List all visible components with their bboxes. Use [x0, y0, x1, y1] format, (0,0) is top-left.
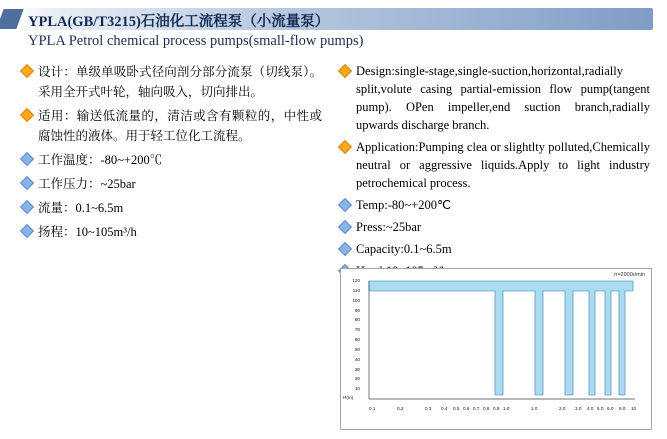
left-item-text: 适用：输送低流量的，清洁或含有颗粒的，中性或腐蚀性的液体。用于轻工位化工流程。 — [38, 109, 322, 143]
chart-x-tick: 0.6 — [463, 406, 470, 411]
chart-x-tick: 6.0 — [607, 406, 614, 411]
right-item-text: Temp:-80~+200℃ — [356, 198, 452, 212]
chart-y-tick: 70 — [354, 327, 360, 333]
diamond-bullet-icon — [20, 176, 34, 190]
diamond-bullet-icon — [20, 224, 34, 238]
chart-x-tick: 5.0 — [597, 406, 604, 411]
chart-x-tick: 0.7 — [473, 406, 480, 411]
chart-x-tick: 0.5 — [453, 406, 460, 411]
chart-x-tick: 2.0 — [559, 406, 566, 411]
chart-y-axis-label: H(m) — [343, 395, 354, 400]
left-spec-column — [22, 62, 322, 246]
list-item — [340, 62, 650, 134]
chart-x-tick: 0.9 — [493, 406, 500, 411]
list-item — [22, 198, 322, 218]
left-item-text: 扬程：10~105m³/h — [38, 225, 137, 239]
diamond-bullet-icon — [338, 198, 352, 212]
list-item — [340, 138, 650, 192]
chart-y-tick: 90 — [354, 307, 360, 313]
chart-y-tick: 80 — [354, 317, 360, 323]
left-item-text: 工作压力：~25bar — [38, 177, 136, 191]
diamond-bullet-icon — [338, 64, 352, 78]
right-item-text: Application:Pumping clea or slightlty polluted,Chemically neutral or aggressive liquids.Apply to light industry petrochemical process. — [356, 140, 650, 190]
right-item-text: Press:~25bar — [356, 220, 422, 234]
chart-x-tick: 1.0 — [503, 406, 510, 411]
chart-x-tick: 0.3 — [425, 406, 432, 411]
list-item — [22, 106, 322, 146]
right-item-text: Capacity:0.1~6.5m — [356, 242, 452, 256]
chart-x-tick: 3.0 — [575, 406, 582, 411]
chart-y-tick: 50 — [354, 346, 360, 352]
performance-chart — [340, 268, 652, 430]
page-title-en: YPLA Petrol chemical process pumps(small-flow pumps) — [28, 33, 364, 49]
chart-x-tick: 8.0 — [619, 406, 626, 411]
right-spec-column — [340, 62, 650, 284]
diamond-bullet-icon — [338, 242, 352, 256]
diamond-bullet-icon — [20, 200, 34, 214]
diamond-bullet-icon — [338, 220, 352, 234]
list-item — [340, 240, 650, 258]
list-item — [340, 218, 650, 236]
chart-y-tick: 60 — [354, 337, 360, 342]
chart-y-tick: 120 — [352, 278, 360, 283]
diamond-bullet-icon — [20, 64, 34, 78]
diamond-bullet-icon — [20, 108, 34, 122]
chart-x-tick: 10 — [631, 406, 637, 411]
left-item-text: 流量：0.1~6.5m — [38, 201, 124, 215]
chart-x-tick-labels — [363, 405, 637, 419]
chart-x-tick: 0.4 — [441, 406, 448, 411]
chart-y-tick: 40 — [354, 356, 360, 362]
chart-x-tick: 4.0 — [587, 406, 594, 411]
chart-area-polygon — [369, 281, 633, 395]
chart-inner — [341, 269, 651, 429]
left-item-text: 设计：单级单吸卧式径向剖分部分流泵（切线泵）。采用全开式叶轮，轴向吸入，切向排出。 — [38, 65, 322, 99]
list-item — [22, 174, 322, 194]
chart-y-tick-labels — [341, 277, 361, 403]
chart-y-tick: 10 — [354, 386, 360, 392]
diamond-bullet-icon — [20, 152, 34, 166]
chart-y-tick: 110 — [352, 287, 360, 293]
left-item-text: 工作温度：-80~+200℃ — [38, 153, 163, 167]
chart-note: n=2900r/min — [614, 272, 645, 278]
chart-x-tick: 0.8 — [483, 406, 490, 411]
diamond-bullet-icon — [338, 140, 352, 154]
list-item — [22, 150, 322, 170]
right-item-text: Design:single-stage,single-suction,horizontal,radially split,volute casing partial-emission flow pump(tangent pump). OPen impeller,end suction branch,radially upwards discharge branch. — [356, 64, 650, 132]
page-title-cn: YPLA(GB/T3215)石油化工流程泵（小流量泵） — [28, 14, 330, 30]
list-item — [22, 62, 322, 102]
chart-y-tick: 30 — [354, 366, 360, 372]
chart-x-tick: 0.1 — [369, 406, 376, 411]
chart-x-tick: 1.0 — [531, 406, 538, 411]
list-item — [340, 196, 650, 214]
chart-x-tick: 0.2 — [397, 406, 404, 411]
chart-y-tick: 100 — [352, 297, 360, 303]
title-banner — [0, 8, 667, 30]
chart-y-tick: 20 — [354, 376, 360, 382]
chart-plot-area — [363, 277, 637, 403]
list-item — [22, 222, 322, 242]
